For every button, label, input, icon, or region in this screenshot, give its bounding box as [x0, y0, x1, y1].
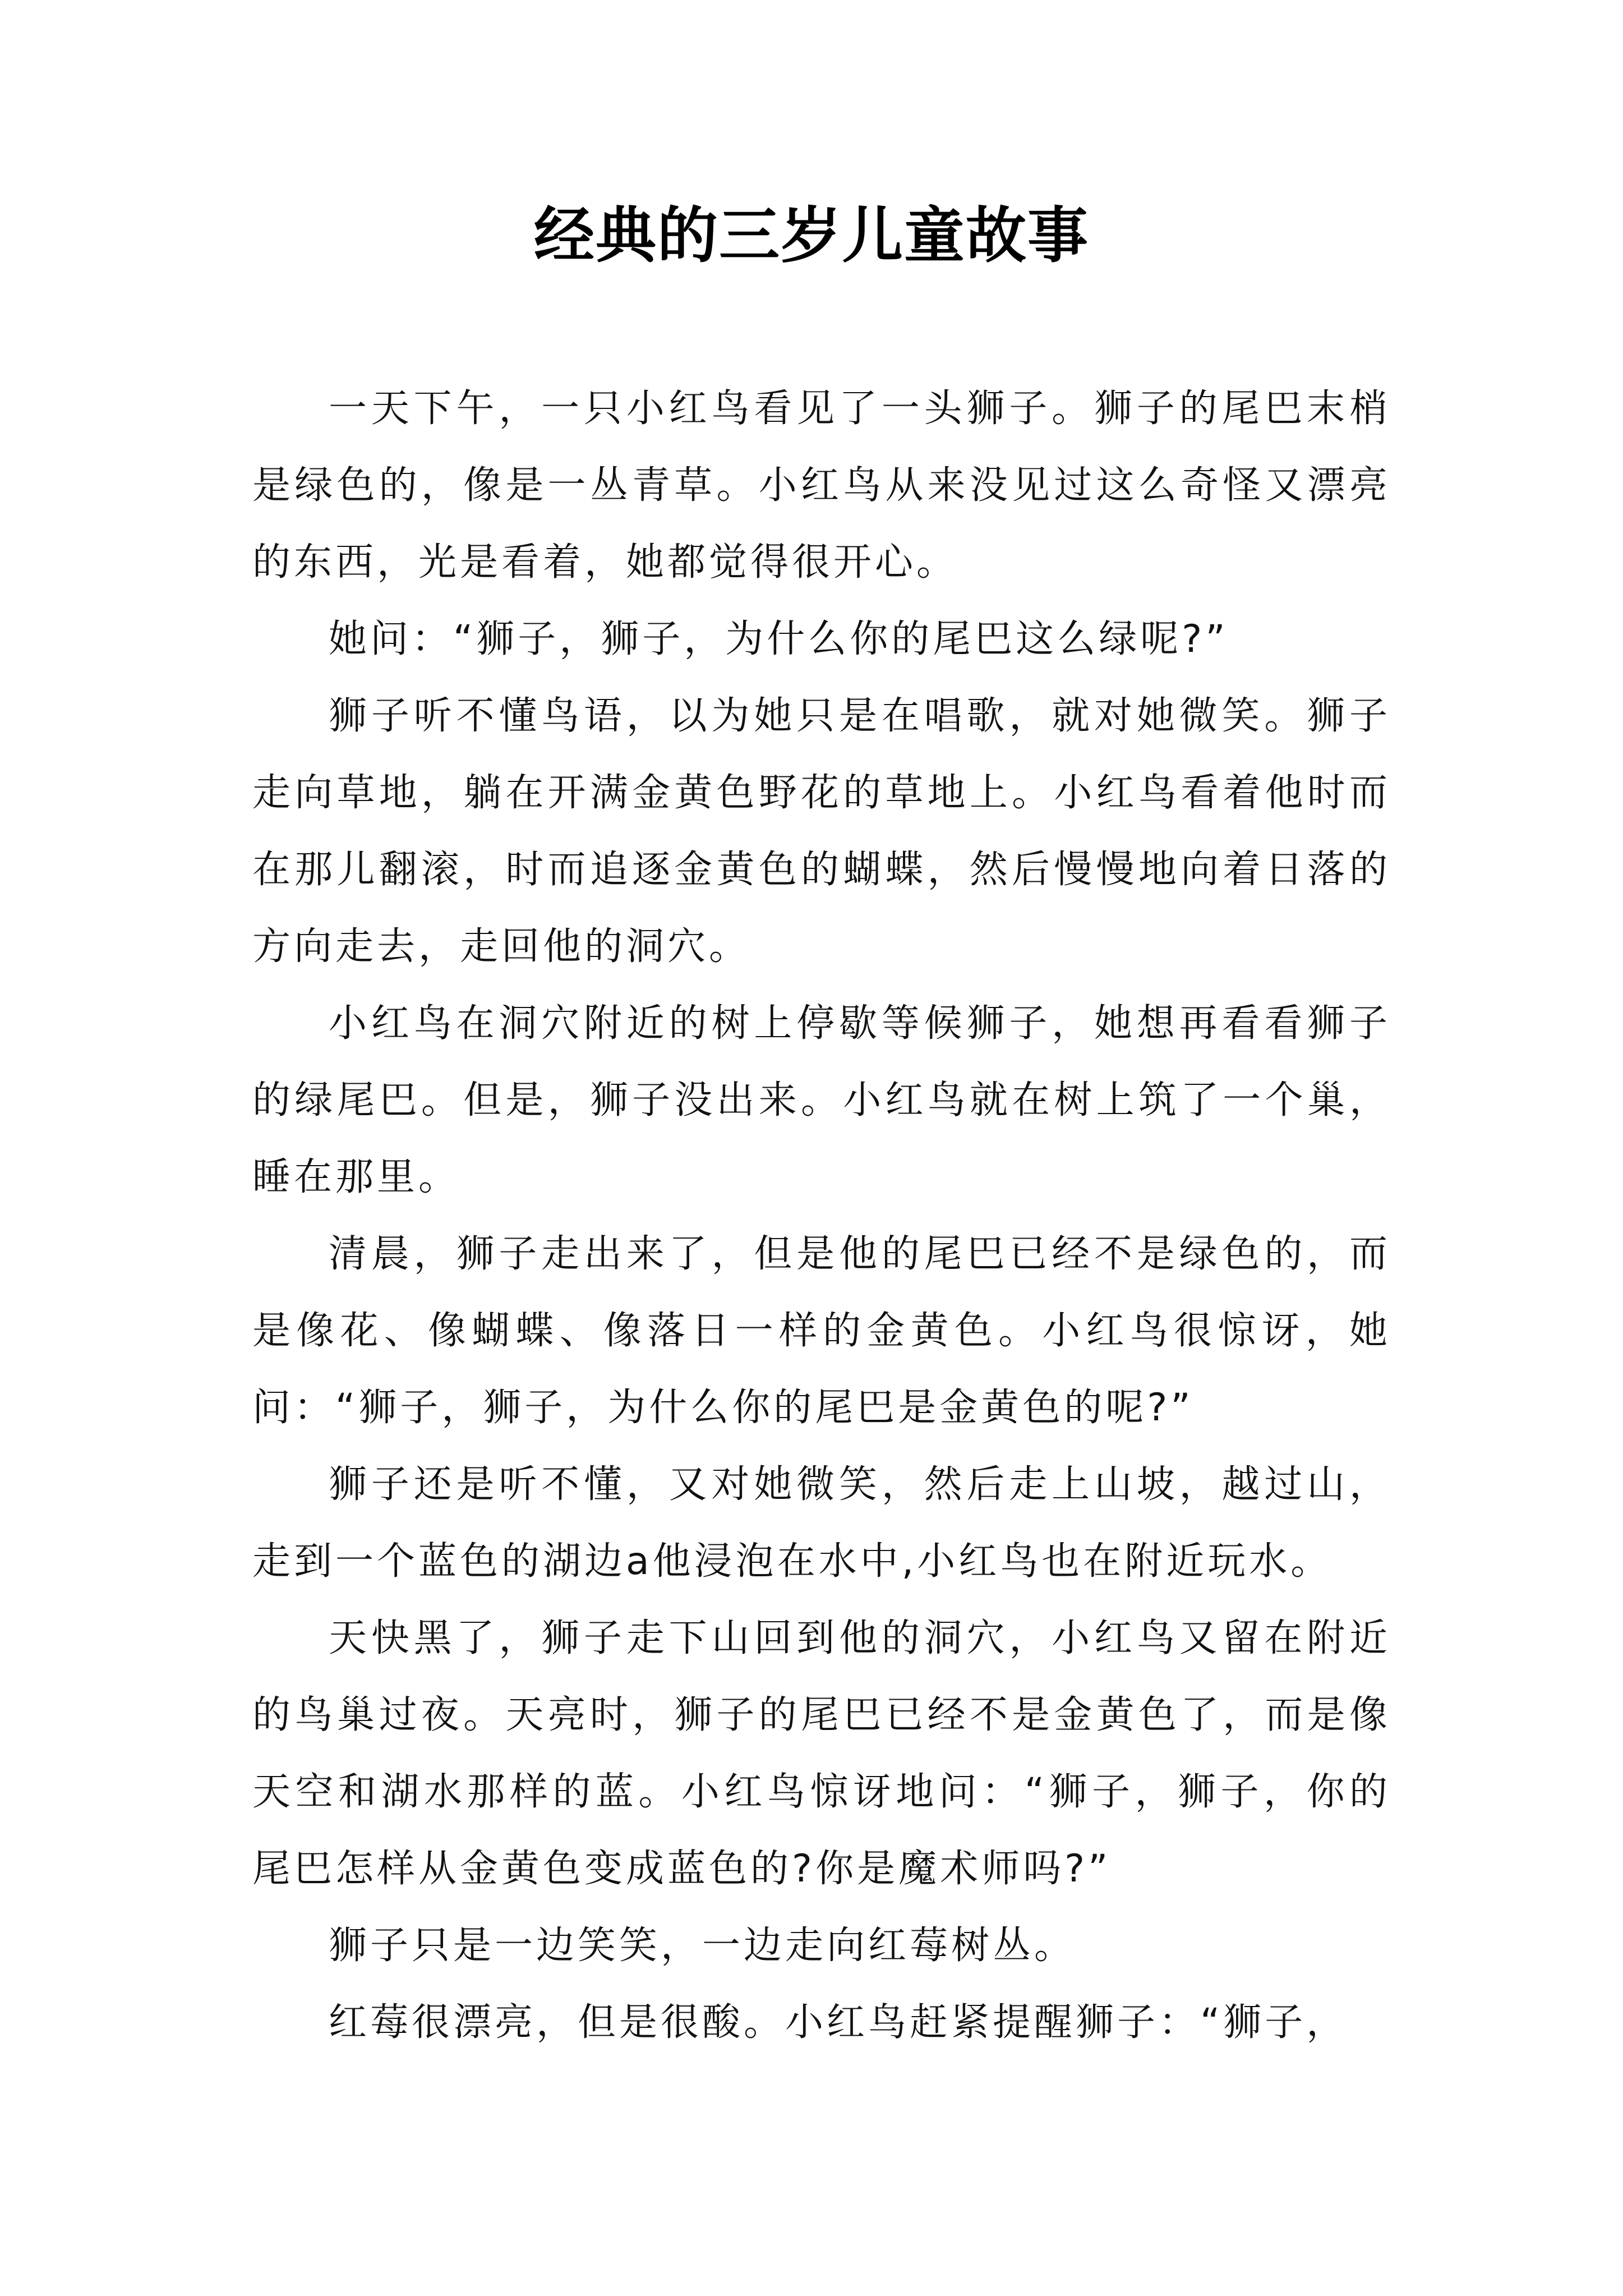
paragraph: 一天下午，一只小红鸟看见了一头狮子。狮子的尾巴末梢是绿色的，像是一丛青草。小红鸟从来没见过这么奇怪又漂亮的东西，光是看着，她都觉得很开心。 — [252, 386, 1391, 585]
paragraph: 天快黑了，狮子走下山回到他的洞穴，小红鸟又留在附近的鸟巢过夜。天亮时，狮子的尾巴已经不是金黄色了，而是像天空和湖水那样的蓝。小红鸟惊讶地问：“狮子，狮子，你的尾巴怎样从金黄色变成蓝色的?你是魔术师吗?” — [252, 1616, 1391, 1891]
paragraph: 清晨，狮子走出来了，但是他的尾巴已经不是绿色的，而是像花、像蝴蝶、像落日一样的金黄色。小红鸟很惊讶，她问：“狮子，狮子，为什么你的尾巴是金黄色的呢?” — [252, 1232, 1391, 1430]
paragraph: 狮子还是听不懂，又对她微笑，然后走上山坡，越过山，走到一个蓝色的湖边a他浸泡在水中,小红鸟也在附近玩水。 — [252, 1462, 1391, 1584]
paragraph: 红莓很漂亮，但是很酸。小红鸟赶紧提醒狮子：“狮子， — [329, 2000, 1348, 2045]
document-body — [252, 370, 1391, 2061]
document-title: 经典的三岁儿童故事 — [533, 200, 1089, 271]
paragraph: 狮子听不懂鸟语，以为她只是在唱歌，就对她微笑。狮子走向草地，躺在开满金黄色野花的草地上。小红鸟看着他时而在那儿翻滚，时而追逐金黄色的蝴蝶，然后慢慢地向着日落的方向走去，走回他的洞穴。 — [252, 694, 1391, 969]
paragraph: 她问：“狮子，狮子，为什么你的尾巴这么绿呢?” — [329, 617, 1229, 661]
paragraph: 小红鸟在洞穴附近的树上停歇等候狮子，她想再看看狮子的绿尾巴。但是，狮子没出来。小红鸟就在树上筑了一个巢，睡在那里。 — [252, 1001, 1391, 1199]
paragraph: 狮子只是一边笑笑，一边走向红莓树丛。 — [329, 1924, 1076, 1968]
